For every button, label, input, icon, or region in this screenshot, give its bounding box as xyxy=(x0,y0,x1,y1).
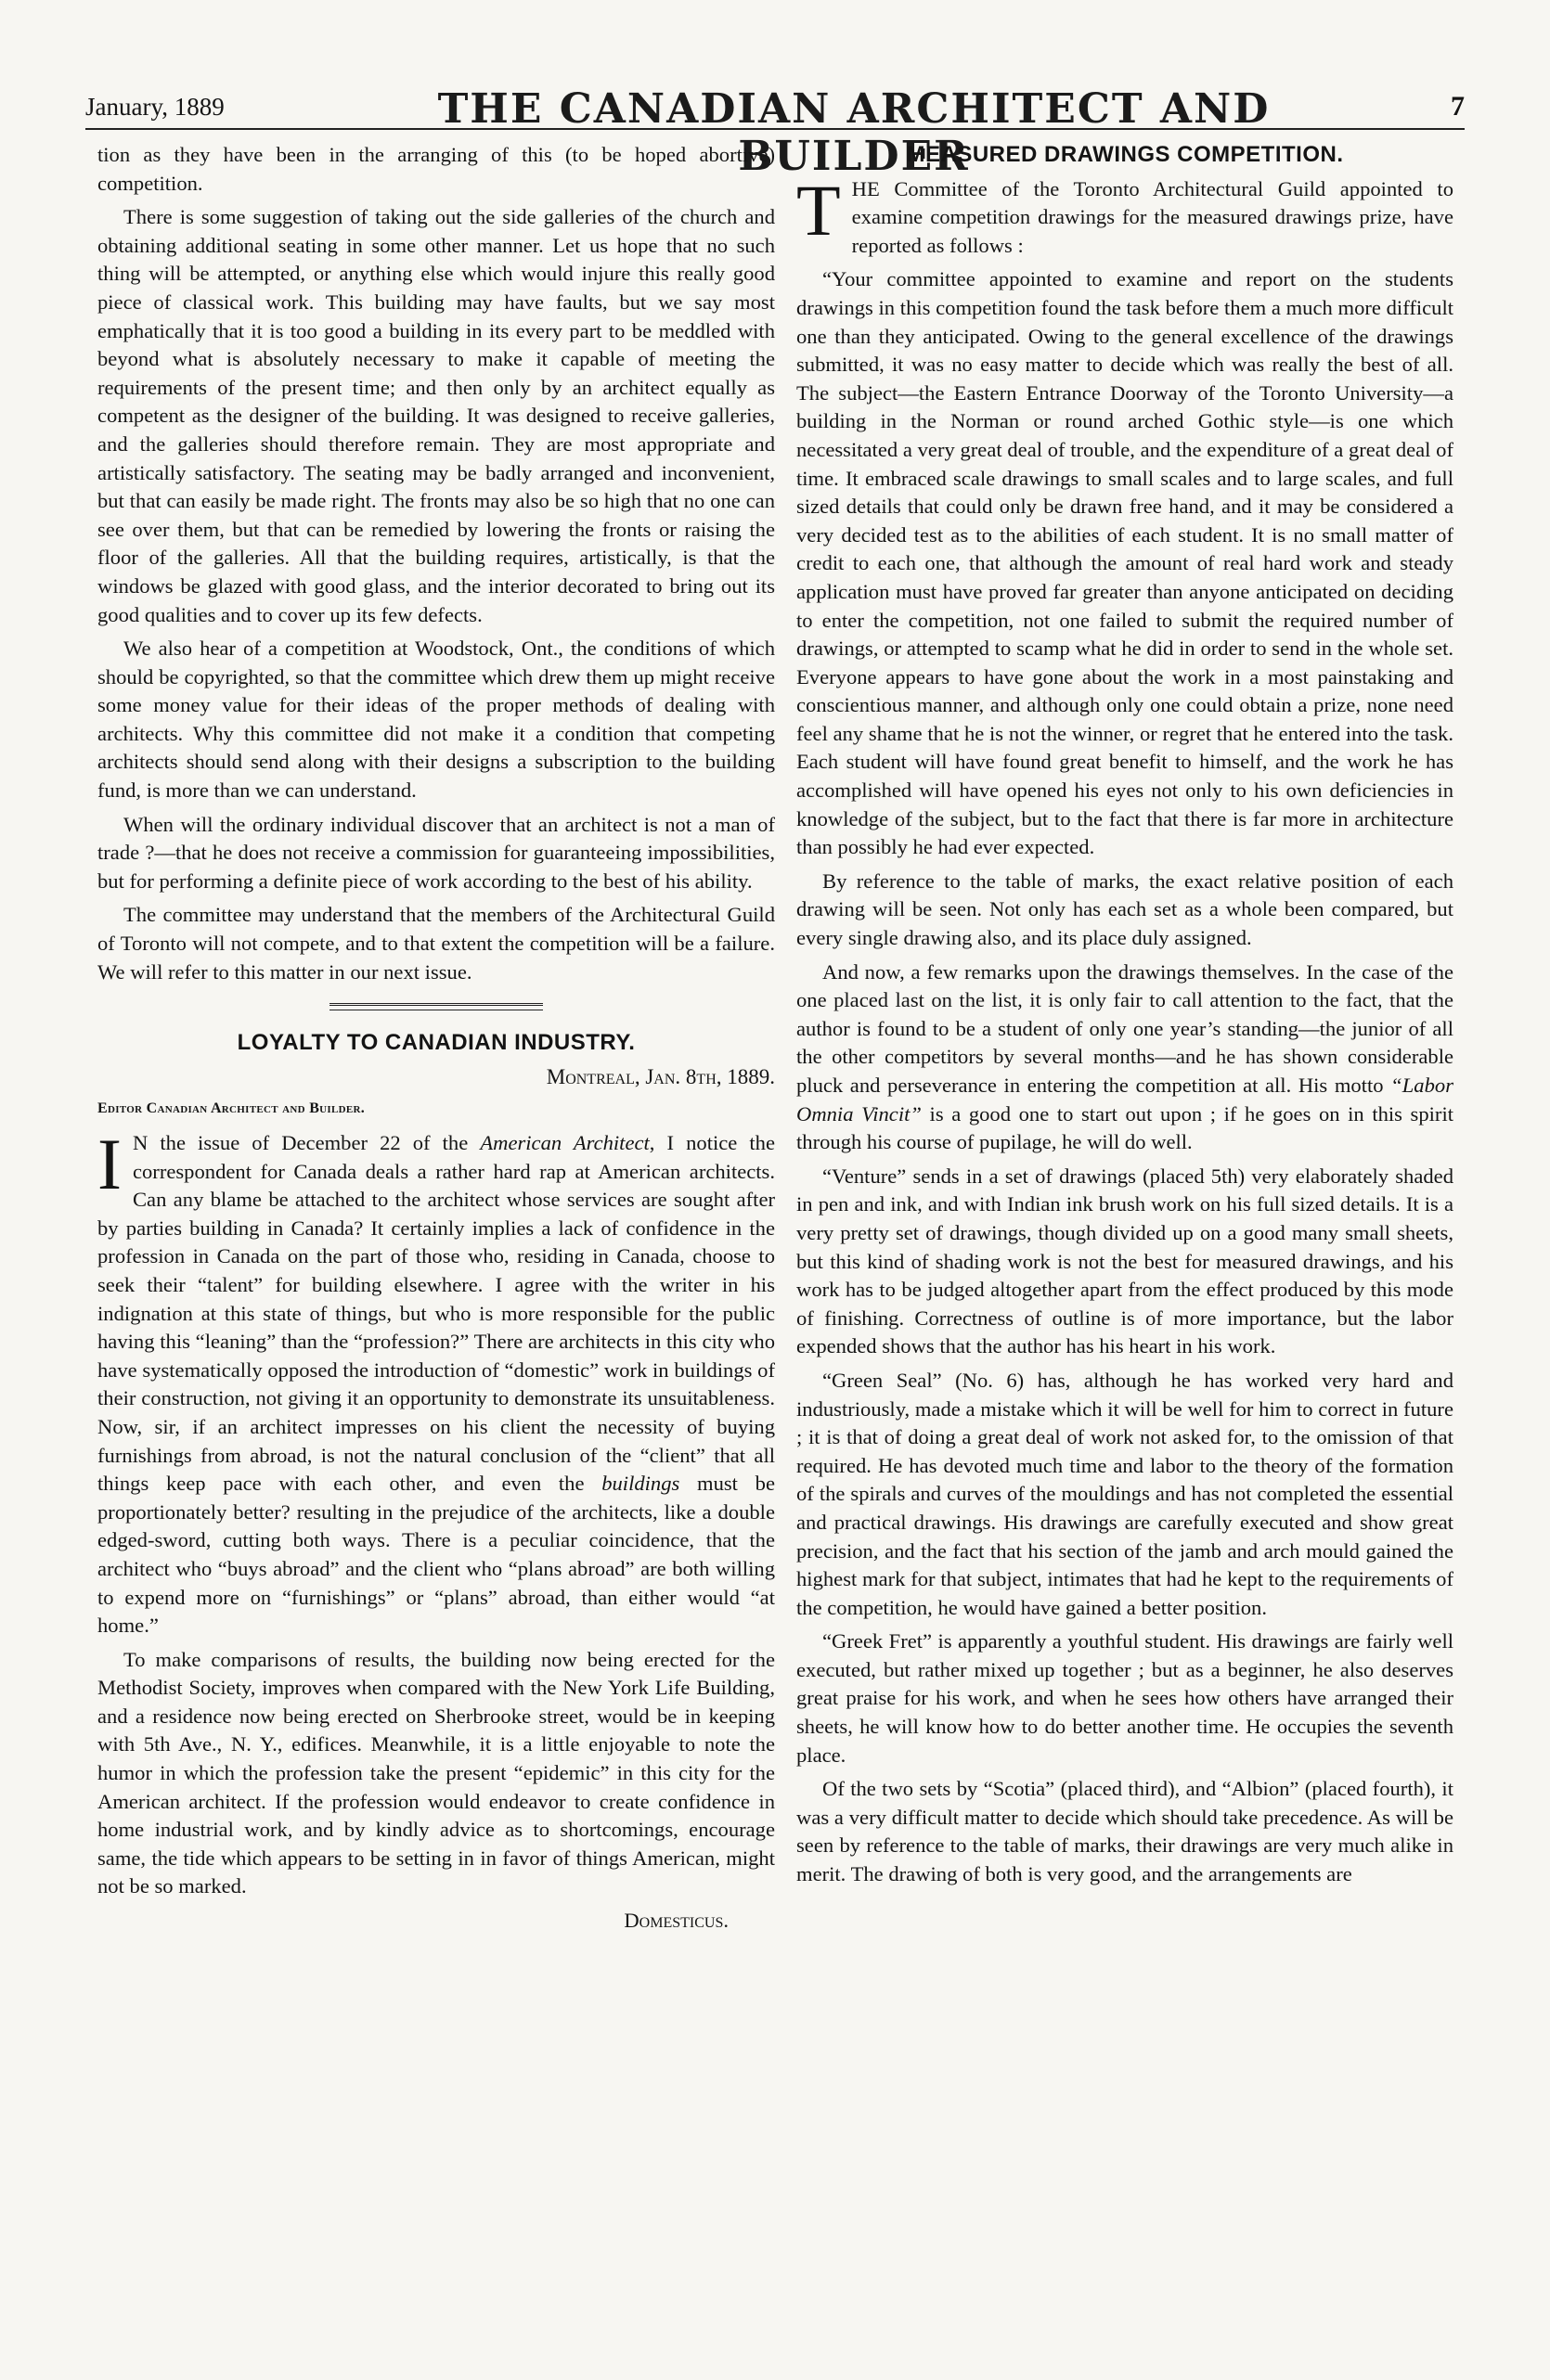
issue-date: January, 1889 xyxy=(85,93,225,121)
paragraph: tion as they have been in the arranging of this (to be hoped abortive) competition. xyxy=(97,143,775,195)
letter-paragraph: To make comparisons of results, the building now being erected for the Methodist Society, improves when compared with the New York Life Building, and a residence now being erected on Sherbrooke street, would be in keeping with 5th Ave., N. Y., edifices. Meanwhile, it is a little enjoyable to note the humor in which the profession take the present “epidemic” in this city for the American architect. If the profession would endeavor to create confidence in home industrial work, and by kindly advice as to shortcomings, encourage same, the tide which appears to be setting in in favor of things American, might not be so marked. xyxy=(97,1647,775,1898)
report-paragraph: “Greek Fret” is apparently a youthful student. His drawings are fairly well executed, but rather mixed up together ; but as a beginner, he also deserves great praise for his work, and when he sees how others have arranged their sheets, he will know how to do better another time. He occupies the seventh place. xyxy=(796,1629,1453,1767)
page-number: 7 xyxy=(1451,91,1465,122)
text-run: And now, a few remarks upon the drawings themselves. In the case of the one placed last on the list, it is only fair to call attention to the fact, that the author is found to be a student of only one year’s standing—the junior of all the other competitors by several months—and he has shown considerable pluck and perseverance in entering the competition at all. His motto xyxy=(796,959,1453,1097)
masthead-title: THE CANADIAN ARCHITECT AND BUILDER xyxy=(437,85,1271,180)
report-paragraph xyxy=(796,958,1453,1157)
letter-signature: Domesticus. xyxy=(624,1909,729,1933)
right-column xyxy=(796,141,1453,2368)
report-paragraph: Of the two sets by “Scotia” (placed third), and “Albion” (placed fourth), it was a very difficult matter to decide which should take precedence. As will be seen by reference to the table of marks, their drawings are very much alike in merit. The drawing of both is very good, and the arrangements are xyxy=(796,1777,1453,1886)
article-heading-measured-drawings: MEASURED DRAWINGS COMPETITION. xyxy=(906,142,1344,167)
report-paragraph: “Your committee appointed to examine and report on the students drawings in this competition found the task before them a much more difficult one than they anticipated. Owing to the general excellence of the drawings submitted, it was no easy matter to decide which was really the best of all. The subject—the Eastern Entrance Doorway of the Toronto University—a building in the Norman or round arched Gothic style—is one which necessitated a very great deal of trouble, and the expenditure of a great deal of time. It embraced scale drawings to small scales and to large scales, and full sized details that could only be drawn free hand, and it may be considered a very decided test as to the abilities of each student. It is no small matter of credit to each one, that although the amount of real hard work and steady application must have proved far greater than anyone anticipated on deciding to enter the competition, not one failed to submit the required number of drawings, or attempted to scamp what he did in order to send in the whole set. Everyone appears to have gone about the work in a most painstaking and conscientious manner, and although only one could obtain a prize, none need feel any shame that he is not the winner, or regret that he entered into the task. Each student will have found great benefit to himself, and the work he has accomplished will have opened his eyes not only to his own deficiencies in knowledge of the subject, but to the fact that there is far more in architecture than possibly he had ever expected. xyxy=(796,267,1453,859)
letter-salutation: Editor Canadian Architect and Builder. xyxy=(97,1100,366,1117)
article-heading-loyalty: LOYALTY TO CANADIAN INDUSTRY. xyxy=(237,1030,636,1056)
paragraph: When will the ordinary individual discover that an architect is not a man of trade ?—that he does not receive a commission for guaranteeing impossibilities, but for performing a definite piece of work according to the best of his ability. xyxy=(97,812,775,893)
paragraph: The committee may understand that the members of the Architectural Guild of Toronto will not compete, and to that extent the competition will be a failure. We will refer to this matter in our next issue. xyxy=(97,903,775,984)
report-paragraph: “Venture” sends in a set of drawings (placed 5th) very elaborately shaded in pen and ink, and with Indian ink brush work on his full sized details. It is a very pretty set of drawings, though divided up on a good many small sheets, but this kind of shading work is not the best for measured drawings, and his work has to be judged altogether apart from the effect produced by this mode of finishing. Correctness of outline is of more importance, but the labor expended shows that the author has his heart in his work. xyxy=(796,1164,1453,1358)
left-column xyxy=(97,141,775,2368)
letter-paragraph xyxy=(97,1124,775,1640)
text-run: HE Committee of the Toronto Architectural Guild appointed to examine competition drawings for the measured drawings prize, have reported as follows : xyxy=(851,176,1453,257)
letter-dateline: Montreal, Jan. 8th, 1889. xyxy=(546,1064,775,1088)
paragraph: There is some suggestion of taking out the side galleries of the church and obtaining additional seating in some other manner. Let us hope that no such thing will be attempted, or anything else which would injure this really good piece of classical work. This building may have faults, but we say most emphatically that it is too good a building in its every part to be meddled with beyond what is absolutely necessary to make it capable of meeting the requirements of the present time; and then only by an architect equally as competent as the designer of the building. It was designed to receive galleries, and the galleries should therefore remain. They are most appropriate and artistically satisfactory. The seating may be badly arranged and inconvenient, but that can easily be made right. The fronts may also be so high that no one can see over them, but that can be remedied by lowering the fronts or raising the floor of the galleries. All that the building requires, artistically, is that the windows be glazed with good glass, and the interior decorated to bring out its good qualities and to cover up its few defects. xyxy=(97,205,775,626)
report-paragraph xyxy=(796,169,1453,261)
header-rule xyxy=(85,128,1465,130)
text-run: N the issue of December 22 of the xyxy=(132,1131,481,1154)
report-paragraph: By reference to the table of marks, the exact relative position of each drawing will be seen. Not only has each set as a whole been compared, but every single drawing also, and its place duly assigned. xyxy=(796,868,1453,950)
motto: “Labor Omnia Vincit” xyxy=(796,1074,1453,1126)
report-paragraph: “Green Seal” (No. 6) has, although he has worked very hard and industriously, made a mistake which it will be well for him to correct in future ; it is that of doing a great deal of work not asked for, to the omission of that required. He has devoted much time and labor to the theory of the formation of the spirals and curves of the mouldings and has not completed the essential and practical drawings. His drawings are carefully executed and show great precision, and the fact that his section of the jamb and arch mould gained the highest mark for that subject, intimates that had he kept to the requirements of the competition, he would have gained a better position. xyxy=(796,1368,1453,1619)
paragraph: We also hear of a competition at Woodstock, Ont., the conditions of which should be copyrighted, so that the committee which drew them up might receive some money value for their ideas of the proper methods of dealing with architects. Why this committee did not make it a condition that competing architects should send along with their designs a subscription to the building fund, is more than we can understand. xyxy=(97,637,775,803)
section-separator xyxy=(329,1003,543,1010)
text-run: is a good one to start out upon ; if he goes on in this spirit through his course of pupilage, he will do well. xyxy=(796,1101,1453,1154)
drop-cap: I xyxy=(97,1124,122,1204)
text-run: must be proportionately better? resulting in the prejudice of the architects, like a double edged-sword, cutting both ways. There is a peculiar coincidence, that the architect who “buys abroad” and the client who “plans abroad” are both willing to expend more on “furnishings” or “plans” abroad, than either would “at home.” xyxy=(97,1472,775,1638)
emphasis: buildings xyxy=(601,1472,680,1496)
text-run: , I notice the correspondent for Canada deals a rather hard rap at American architects. Can any blame be attached to the architect whose services are sought after by parties building in Canada? It certainly implies a lack of confidence in the profession in Canada on the part of those who, residing in Canada, choose to seek their “talent” for building elsewhere. I agree with the writer in his indignation at this state of things, but who is more responsible for the public having this “leaning” than the “profession?” There are architects in this city who have systematically opposed the introduction of “domestic” work in buildings of their construction, not giving it an opportunity to demonstrate its unsuitableness. Now, sir, if an architect impresses on his client the necessity of buying furnishings from abroad, is not the natural conclusion of the “client” that all things keep pace with each other, and even the xyxy=(97,1131,775,1496)
publication-title: American Architect xyxy=(480,1131,650,1154)
drop-cap: T xyxy=(796,169,841,251)
